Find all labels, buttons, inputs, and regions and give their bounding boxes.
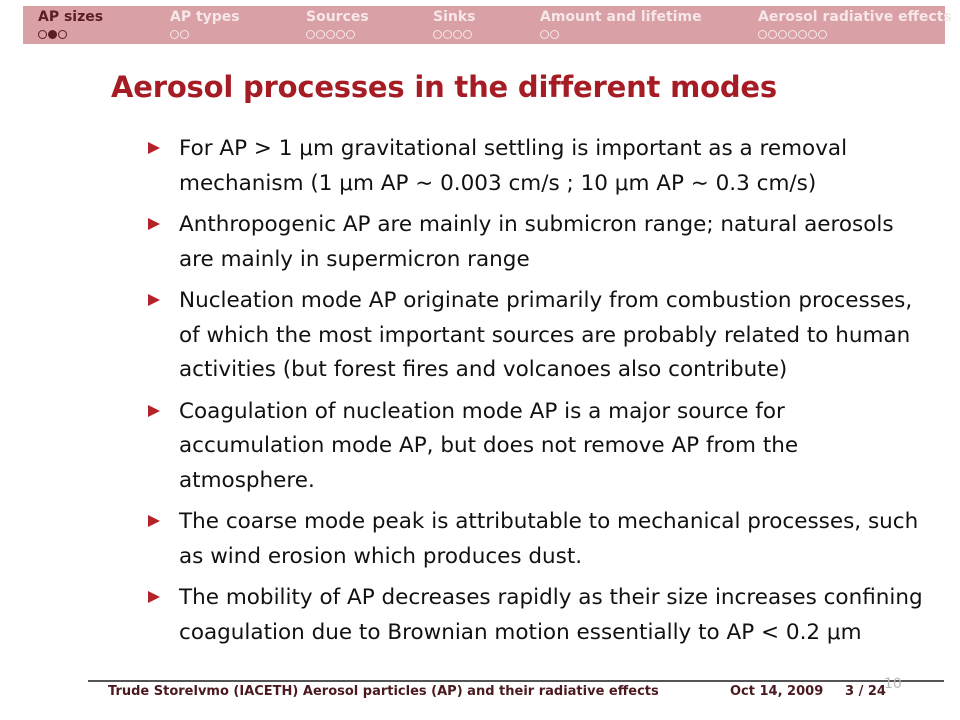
current-frame-dot-icon[interactable] [48,30,57,39]
frame-dot-icon[interactable] [326,30,335,39]
nav-section-label: Sources [306,9,369,25]
bullet-text: For AP > 1 μm gravitational settling is important as a removal mechanism (1 μm AP ∼ 0.003 cm/s ; 10 μm AP ∼ 0.3 cm/s) [179,136,848,196]
bullet-text: The coarse mode peak is attributable to mechanical processes, such as wind erosion which produces dust. [179,509,919,569]
footer [108,684,908,704]
frame-dot-icon[interactable] [433,30,442,39]
bullet-text: Anthropogenic AP are mainly in submicron range; natural aerosols are mainly in supermicron range [179,212,894,272]
slide-title: Aerosol processes in the different modes [111,70,777,104]
frame-dot-icon[interactable] [170,30,179,39]
nav-section-dots [758,29,952,40]
bullet-item [148,505,938,574]
frame-dot-icon[interactable] [453,30,462,39]
frame-dot-icon[interactable] [443,30,452,39]
footer-date: Oct 14, 2009 [730,684,824,699]
nav-section-label: AP sizes [38,9,104,25]
frame-dot-icon[interactable] [180,30,189,39]
nav-section-label: Sinks [433,9,476,25]
frame-dot-icon[interactable] [768,30,777,39]
triangle-bullet-icon [148,294,160,306]
nav-section-ap-types[interactable] [170,8,240,40]
triangle-bullet-icon [148,515,160,527]
nav-section-dots [306,29,369,40]
frame-dot-icon[interactable] [788,30,797,39]
frame-dot-icon[interactable] [336,30,345,39]
frame-dot-icon[interactable] [818,30,827,39]
frame-dot-icon[interactable] [58,30,67,39]
triangle-bullet-icon [148,218,160,230]
nav-section-dots [540,29,702,40]
nav-section-sources[interactable] [306,8,369,40]
nav-section-dots [433,29,476,40]
frame-dot-icon[interactable] [798,30,807,39]
bullet-list [148,132,938,657]
frame-dot-icon[interactable] [550,30,559,39]
frame-dot-icon[interactable] [778,30,787,39]
nav-section-label: Amount and lifetime [540,9,702,25]
bullet-item [148,284,938,388]
triangle-bullet-icon [148,591,160,603]
bullet-item [148,581,938,650]
frame-dot-icon[interactable] [306,30,315,39]
bullet-item [148,395,938,499]
bullet-text: Nucleation mode AP originate primarily from combustion processes, of which the most important sources are probably related to human activities (but forest fires and volcanoes also contribute) [179,288,913,382]
nav-section-label: Aerosol radiative effects [758,9,952,25]
bullet-item [148,208,938,277]
triangle-bullet-icon [148,405,160,417]
bullet-text: The mobility of AP decreases rapidly as their size increases confining coagulation due to Brownian motion essentially to AP < 0.2 μm [179,585,923,645]
triangle-bullet-icon [148,142,160,154]
footer-page-number: 3 / 24 [845,684,886,699]
bullet-text: Coagulation of nucleation mode AP is a major source for accumulation mode AP, but does not remove AP from the atmosphere. [179,398,799,493]
nav-section-aerosol-radiative-effects[interactable] [758,8,952,40]
frame-dot-icon[interactable] [316,30,325,39]
nav-section-ap-sizes[interactable] [38,8,103,40]
nav-section-label: AP types [170,9,240,25]
frame-dot-icon[interactable] [758,30,767,39]
section-navigation-bar [23,6,952,44]
nav-section-amount-and-lifetime[interactable] [540,8,702,40]
nav-section-dots [38,29,103,40]
footer-divider [88,680,944,682]
bullet-item [148,132,938,201]
frame-dot-icon[interactable] [463,30,472,39]
frame-dot-icon[interactable] [38,30,47,39]
frame-dot-icon[interactable] [808,30,817,39]
slide-number: 10 [884,676,902,692]
frame-dot-icon[interactable] [540,30,549,39]
frame-dot-icon[interactable] [346,30,355,39]
nav-section-sinks[interactable] [433,8,476,40]
nav-section-dots [170,29,240,40]
footer-author-title: Trude Storelvmo (IACETH) Aerosol particles (AP) and their radiative effects [108,684,659,699]
